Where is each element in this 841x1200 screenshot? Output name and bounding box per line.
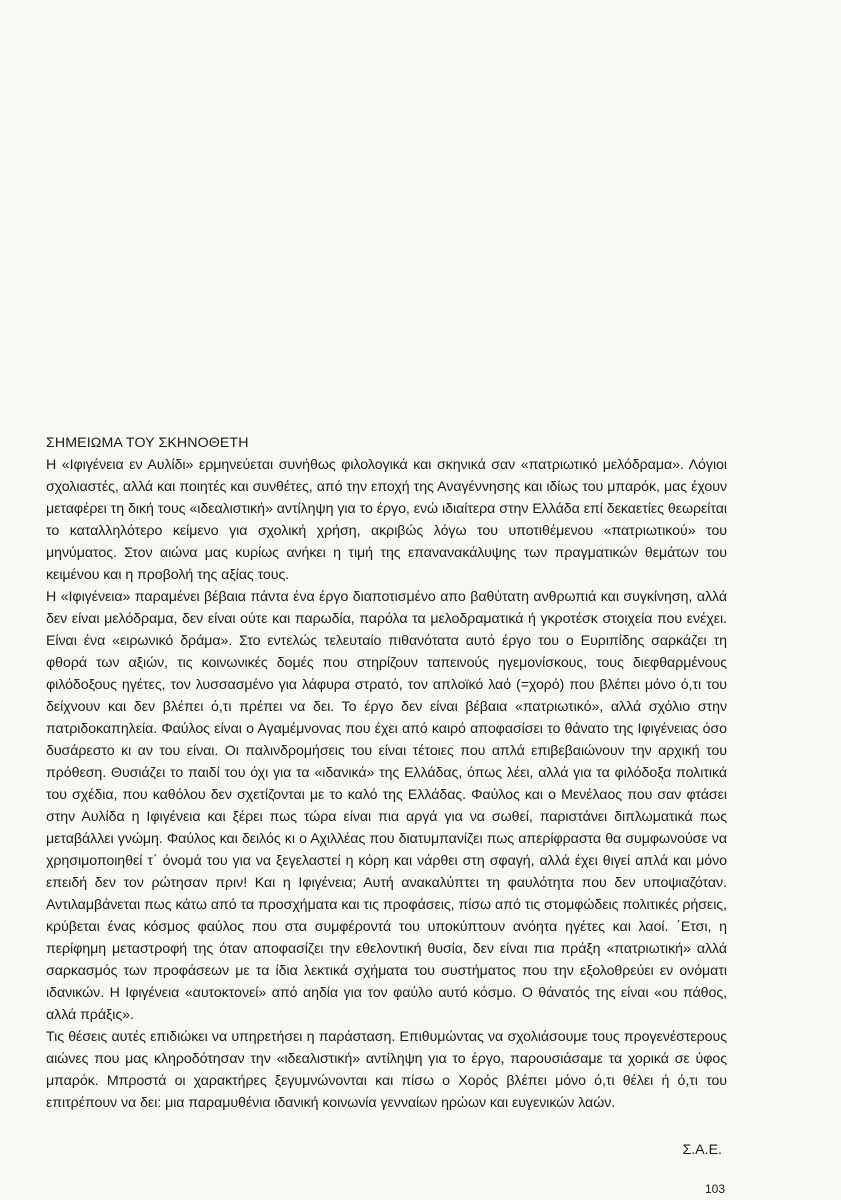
page-number: 103: [704, 1182, 725, 1196]
author-signature: Σ.Α.Ε.: [682, 1142, 722, 1158]
paragraph-3: Τις θέσεις αυτές επιδιώκει να υπηρετήσει η παράσταση. Επιθυμώντας να σχολιάσουμε τους προγενέστερους αιώνες που μας κληροδότησαν την «ιδεαλιστική» αντίληψη για το έργο, παρουσιάσαμε τα χορικά σε ύφος μπαρόκ. Μπροστά οι χαρακτήρες ξεγυμνώνονται και πίσω ο Χορός βλέπει μόνο ό,τι θέλει ή ό,τι του επιτρέπουν να δει: μια παραμυθένια ιδανική κοινωνία γενναίων ηρώων και ευγενικών λαών.: [46, 1029, 727, 1111]
paragraph-1: Η «Ιφιγένεια εν Αυλίδι» ερμηνεύεται συνήθως φιλολογικά και σκηνικά σαν «πατριωτικό μελόδραμα». Λόγιοι σχολιαστές, αλλά και ποιητές και συνθέτες, από την εποχή της Αναγέννησης και ιδίως του μπαρόκ, μας έχουν μεταφέρει τη δική τους «ιδεαλιστική» αντίληψη για το έργο, ενώ ιδιαίτερα στην Ελλάδα επί δεκαετίες θεωρείται το καταλληλότερο κείμενο για σχολική χρήση, ακριβώς λόγω του υποτιθέμενου «πατριωτικού» του μηνύματος. Στον αιώνα μας κυρίως ανήκει η τιμή της επανανακάλυψης των πραγματικών θεμάτων του κειμένου και η προβολή της αξίας τους.: [46, 457, 727, 583]
paragraph-2: Η «Ιφιγένεια» παραμένει βέβαια πάντα ένα έργο διαποτισμένο απο βαθύτατη ανθρωπιά και συγκίνηση, αλλά δεν είναι μελόδραμα, δεν είναι ούτε και παρωδία, παρόλα τα μελοδραματικά ή γκροτέσκ στοιχεία που ενέχει. Είναι ένα «ειρωνικό δράμα». Στο εντελώς τελευταίο πιθανότατα αυτό έργο του ο Ευριπίδης σαρκάζει τη φθορά των αξιών, τις κοινωνικές δομές που στηρίζουν ταπεινούς ηγεμονίσκους, τους διεφθαρμένους φιλόδοξους ηγέτες, τον λυσσασμένο για λάφυρα στρατό, τον απλοϊκό λαό (=χορό) που βλέπει μόνο ό,τι του δείχνουν και δεν βλέπει ό,τι πρέπει να δει. Το έργο δεν είναι βέβαια «πατριωτικό», αλλά σχόλιο στην πατριδοκαπηλεία. Φαύλος είναι ο Αγαμέμνονας που έχει από καιρό αποφασίσει το θάνατο της Ιφιγένειας όσο δυσάρεστο κι αν του είναι. Οι παλινδρομήσεις του είναι τέτοιες που απλά επιβεβαιώνουν την αρχική του πρόθεση. Θυσιάζει το παιδί του όχι για τα «ιδανικά» της Ελλάδας, όπως λέει, αλλά για τα φιλόδοξα πολιτικά του σχέδια, που καθόλου δεν σχετίζονται με το καλό της Ελλάδας. Φαύλος και ο Μενέλαος που σαν φτάσει στην Αυλίδα η Ιφιγένεια και ξέρει πως τώρα είναι πια αργά για να σωθεί, παριστάνει διπλωματικά πως μεταβάλλει γνώμη. Φαύλος και δειλός κι ο Αχιλλέας που διατυμπανίζει πως απερίφραστα θα συμφωνούσε να χρησιμοποιηθεί τ΄ όνομά του για να ξεγελαστεί η κόρη και νάρθει στη σφαγή, αλλά έχει θιγεί απλά και μόνο επειδή δεν τον ρώτησαν πριν! Και η Ιφιγένεια; Αυτή ανακαλύπτει τη φαυλότητα που δεν υποψιαζόταν. Αντιλαμβάνεται πως κάτω από τα προσχήματα και τις προφάσεις, πίσω από τις στομφώδεις πολιτικές ρήσεις, κρύβεται ένας κόσμος φαύλος που στα συμφέροντά του υποκύπτουν ανόητα ηγέτες και λαοί. ΄Ετσι, η περίφημη μεταστροφή της όταν αποφασίζει την εθελοντική θυσία, δεν είναι πια πράξη «πατριωτική» αλλά σαρκασμός των προφάσεων με τα ίδια λεκτικά σχήματα του συστήματος που την εξολοθρεύει εν ονόματι ιδανικών. Η Ιφιγένεια «αυτοκτονεί» από αηδία για τον φαύλο αυτό κόσμο. Ο θάνατός της είναι «ου πάθος, αλλά πράξις».: [46, 589, 727, 1023]
section-heading: ΣΗΜΕΙΩΜΑ ΤΟΥ ΣΚΗΝΟΘΕΤΗ: [46, 435, 249, 451]
director-note: [46, 432, 727, 1114]
